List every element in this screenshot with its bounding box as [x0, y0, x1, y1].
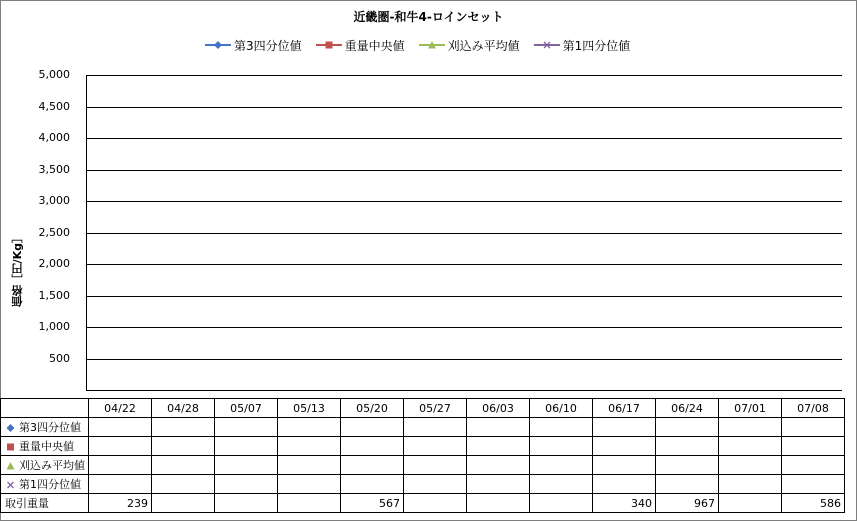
x-tick-label: 05/13	[278, 399, 341, 418]
x-tick-label: 05/07	[215, 399, 278, 418]
table-cell	[593, 475, 656, 494]
y-tick-label: 4,500	[38, 99, 70, 113]
table-cell	[278, 494, 341, 513]
table-cell	[89, 456, 152, 475]
y-tick-label: 500	[49, 351, 70, 365]
table-cell	[278, 456, 341, 475]
table-cell	[404, 418, 467, 437]
x-tick-label: 04/22	[89, 399, 152, 418]
table-cell	[719, 494, 782, 513]
table-cell	[278, 418, 341, 437]
table-cell	[719, 475, 782, 494]
table-row-header	[1, 418, 89, 437]
table-cell	[152, 418, 215, 437]
table-cell	[467, 456, 530, 475]
x-tick-label: 06/03	[467, 399, 530, 418]
table-row-label: 刈込み平均値	[19, 459, 85, 472]
table-cell	[467, 418, 530, 437]
y-tick-label: 2,500	[38, 225, 70, 239]
table-row-label: 第3四分位値	[19, 421, 81, 434]
table-cell	[782, 418, 845, 437]
legend-label: 第3四分位値	[234, 38, 302, 53]
table-row-header	[1, 475, 89, 494]
table-cell	[341, 437, 404, 456]
table-cell	[719, 456, 782, 475]
table-cell	[215, 456, 278, 475]
table-cell	[341, 456, 404, 475]
table-cell: 567	[341, 494, 404, 513]
table-cell	[278, 437, 341, 456]
table-row-header	[1, 437, 89, 456]
table-cell	[341, 475, 404, 494]
table-cell	[530, 418, 593, 437]
table-cell	[782, 456, 845, 475]
table-cell	[530, 475, 593, 494]
table-row	[1, 494, 845, 513]
table-row	[1, 418, 845, 437]
table-cell	[404, 494, 467, 513]
table-cell	[89, 437, 152, 456]
x-tick-label: 07/08	[782, 399, 845, 418]
legend-label: 重量中央値	[344, 38, 405, 53]
data-table	[0, 398, 845, 513]
table-row-header	[1, 456, 89, 475]
table-header-row	[1, 399, 845, 418]
table-cell	[530, 456, 593, 475]
y-tick-label: 2,000	[38, 257, 70, 270]
table-cell	[278, 475, 341, 494]
x-tick-label: 06/24	[656, 399, 719, 418]
table-cell	[719, 418, 782, 437]
table-cell	[341, 418, 404, 437]
table-cell	[782, 475, 845, 494]
square-marker-icon	[5, 442, 16, 452]
table-row-label: 第1四分位値	[19, 478, 81, 491]
table-cell	[593, 418, 656, 437]
table-cell	[215, 494, 278, 513]
table-row-header: 取引重量	[1, 494, 89, 513]
y-tick-label: 5,000	[38, 68, 70, 81]
x-tick-label: 06/10	[530, 399, 593, 418]
diamond-marker-icon	[5, 423, 16, 433]
table-cell: 239	[89, 494, 152, 513]
table-cell	[656, 437, 719, 456]
table-cell	[89, 418, 152, 437]
table-cell	[656, 418, 719, 437]
table-cell: 967	[656, 494, 719, 513]
x-marker-icon	[5, 480, 16, 490]
table-cell	[404, 437, 467, 456]
y-tick-label: 4,000	[38, 131, 70, 144]
table-row-label: 重量中央値	[19, 440, 74, 453]
table-row	[1, 475, 845, 494]
table-cell: 340	[593, 494, 656, 513]
table-cell	[404, 475, 467, 494]
table-cell	[467, 475, 530, 494]
y-tick-label: 3,000	[38, 194, 70, 207]
y-tick-label: 3,500	[38, 162, 70, 176]
table-cell	[152, 437, 215, 456]
y-tick-label: 1,000	[38, 320, 70, 333]
table-cell	[530, 494, 593, 513]
table-cell	[89, 475, 152, 494]
y-tick-label: 1,500	[38, 288, 70, 302]
table-corner-cell	[1, 399, 89, 418]
table-cell	[467, 437, 530, 456]
table-cell	[215, 418, 278, 437]
triangle-marker-icon	[5, 461, 16, 471]
table-cell	[152, 475, 215, 494]
table-cell	[215, 437, 278, 456]
x-tick-label: 04/28	[152, 399, 215, 418]
x-tick-label: 05/27	[404, 399, 467, 418]
table-cell	[656, 456, 719, 475]
y-axis-label: 価格［円/Kg］	[11, 232, 24, 308]
table-cell	[215, 475, 278, 494]
table-cell	[719, 437, 782, 456]
table-row	[1, 456, 845, 475]
table-cell	[152, 494, 215, 513]
legend-label: 第1四分位値	[562, 38, 631, 53]
table-cell	[782, 437, 845, 456]
x-tick-label: 06/17	[593, 399, 656, 418]
legend-label: 刈込み平均値	[447, 38, 520, 53]
table-cell	[530, 437, 593, 456]
table-cell	[152, 456, 215, 475]
table-cell	[656, 475, 719, 494]
table-cell: 586	[782, 494, 845, 513]
x-tick-label: 07/01	[719, 399, 782, 418]
table-cell	[593, 456, 656, 475]
chart-title: 近畿圏-和牛4-ロインセット	[353, 10, 504, 24]
x-tick-label: 05/20	[341, 399, 404, 418]
table-row	[1, 437, 845, 456]
table-cell	[593, 437, 656, 456]
table-cell	[404, 456, 467, 475]
table-cell	[467, 494, 530, 513]
